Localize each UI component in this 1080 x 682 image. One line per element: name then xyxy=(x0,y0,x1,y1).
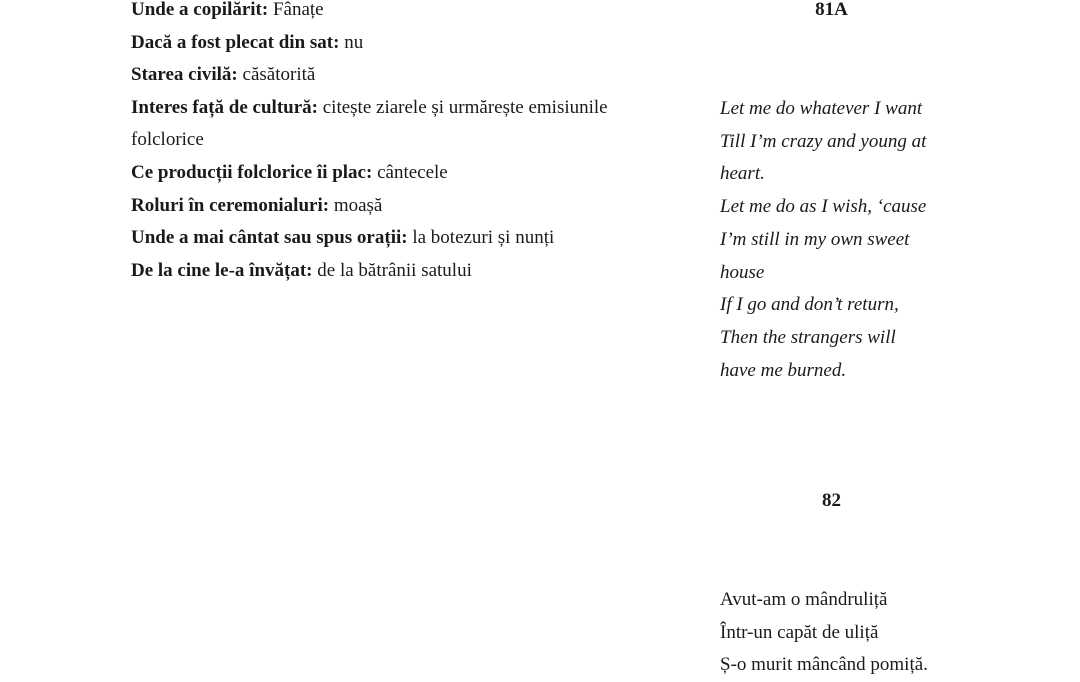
verse-line: Let me do as I wish, ‘cause xyxy=(720,196,927,218)
detail-civil-status: Starea civilă: căsătorită xyxy=(131,64,316,86)
detail-ceremonial-roles: Roluri în ceremonialuri: moașă xyxy=(131,194,383,216)
verse-line: heart. xyxy=(720,163,765,185)
song-number-82: 82 xyxy=(822,490,841,511)
verse-82 xyxy=(720,584,943,682)
verse-line: I’m still in my own sweet xyxy=(720,228,910,250)
detail-learned-from: De la cine le-a învățat: de la bătrânii satului xyxy=(131,259,472,281)
verse-line: Ș-o murit mâncând pomiță. xyxy=(720,654,928,676)
verse-line: have me burned. xyxy=(720,359,847,381)
verse-line: If I go and don’t return, xyxy=(720,294,899,316)
verse-line: Till I’m crazy and young at xyxy=(720,130,927,152)
verse-line: Then the strangers will xyxy=(720,326,896,348)
detail-cultural-interest: Interes față de cultură: citește ziarele și urmărește emisiunile folclorice xyxy=(131,96,608,151)
informant-details xyxy=(131,0,671,287)
verse-line: Într-un capăt de uliță xyxy=(720,621,879,643)
verse-line: Avut-am o mândruliță xyxy=(720,589,888,610)
verse-line: house xyxy=(720,261,765,283)
detail-childhood: Unde a copilărit: Fânațe xyxy=(131,0,324,20)
verse-line: Let me do whatever I want xyxy=(720,98,923,119)
detail-performance-places: Unde a mai cântat sau spus orații: la botezuri și nunți xyxy=(131,227,555,249)
detail-preferred-folklore: Ce producții folclorice îi plac: cântecele xyxy=(131,161,448,183)
song-number-81a: 81A xyxy=(815,0,848,20)
detail-left-village: Dacă a fost plecat din sat: nu xyxy=(131,31,364,53)
verse-81a xyxy=(720,93,943,387)
